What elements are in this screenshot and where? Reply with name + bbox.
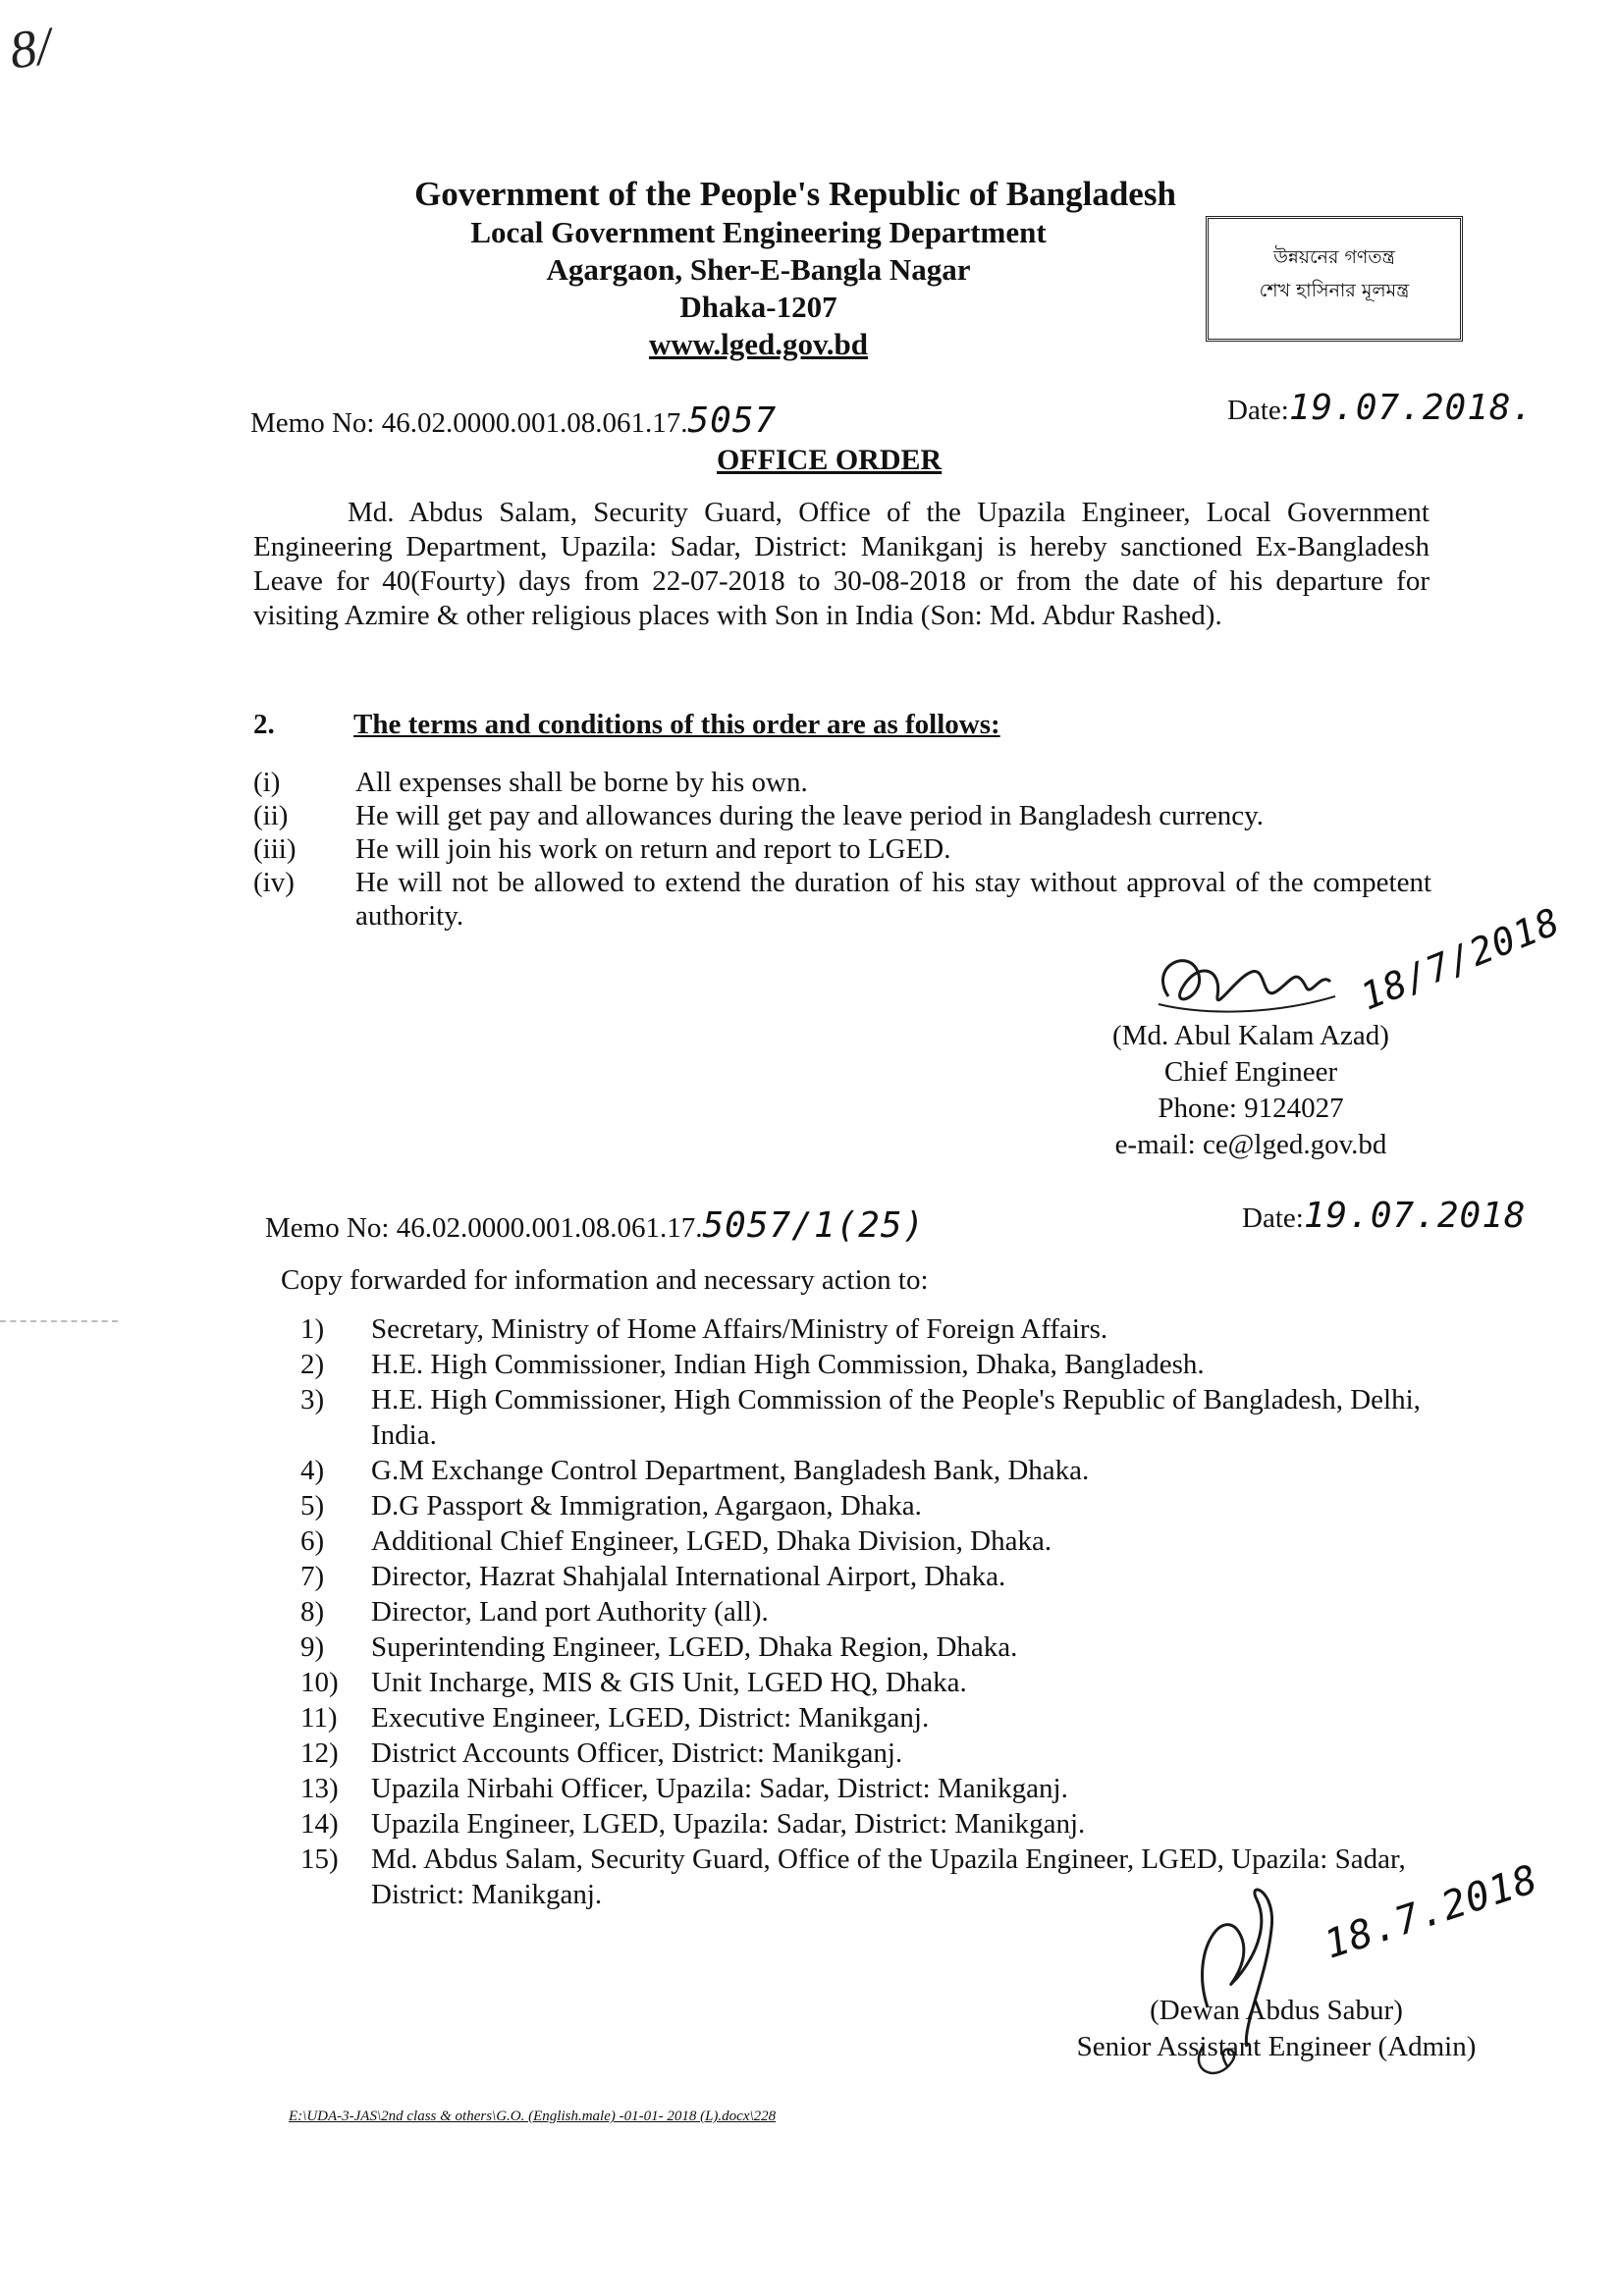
recipient-text: Md. Abdus Salam, Security Guard, Office of the Upazila Engineer, LGED, Upazila: Sadar, District: Manikganj. <box>371 1843 1406 1910</box>
recipient-text: H.E. High Commissioner, Indian High Commission, Dhaka, Bangladesh. <box>371 1349 1205 1380</box>
signatory-1 <box>1084 1018 1418 1163</box>
memo-date-2 <box>1242 1196 1527 1236</box>
memo-date-1 <box>1227 388 1534 428</box>
slogan-line-1: উন্নয়নের গণতন্ত্র <box>1273 246 1395 268</box>
recipient-item <box>300 1629 1479 1665</box>
recipient-text: Executive Engineer, LGED, District: Manikganj. <box>371 1702 930 1734</box>
recipient-item <box>300 1700 1479 1735</box>
recipient-text: Secretary, Ministry of Home Affairs/Ministry of Foreign Affairs. <box>371 1313 1108 1345</box>
term-text: He will join his work on return and report to LGED. <box>355 833 951 865</box>
order-body: Md. Abdus Salam, Security Guard, Office of the Upazila Engineer, Local Government Engineering Department, Upazila: Sadar, District: Manikganj is hereby sanctioned Ex-Bangladesh Leave for 40(Fourty) days from 22-07-2018 to 30-08-2018 or from the date of his departure for visiting Azmire & other religious places with Son in India (Son: Md. Abdur Rashed). <box>253 497 1429 631</box>
term-number: (ii) <box>253 800 289 831</box>
memo-number-1 <box>250 400 777 441</box>
file-path-footer: E:\UDA-3-JAS\2nd class & others\G.O. (English.male) -01-01- 2018 (L).docx\228 <box>289 2109 777 2124</box>
recipient-number: 15) <box>300 1843 339 1875</box>
handwritten-date: 19.07.2018. <box>1288 388 1535 428</box>
memo-handwritten-number: 5057/1(25) <box>702 1205 926 1246</box>
recipient-number: 4) <box>300 1455 325 1486</box>
recipient-text: Upazila Nirbahi Officer, Upazila: Sadar, District: Manikganj. <box>371 1773 1068 1804</box>
signatory-2 <box>1031 1993 1522 2065</box>
recipient-number: 10) <box>300 1667 339 1698</box>
copy-forward-intro: Copy forwarded for information and necessary action to: <box>281 1264 929 1296</box>
recipient-text: Upazila Engineer, LGED, Upazila: Sadar, District: Manikganj. <box>371 1808 1086 1840</box>
recipient-text: G.M Exchange Control Department, Bangladesh Bank, Dhaka. <box>371 1455 1090 1486</box>
term-text: He will get pay and allowances during the leave period in Bangladesh currency. <box>355 800 1264 831</box>
recipient-text: Additional Chief Engineer, LGED, Dhaka Division, Dhaka. <box>371 1525 1052 1557</box>
recipient-text: District Accounts Officer, District: Manikganj. <box>371 1737 903 1769</box>
recipient-text: Director, Hazrat Shahjalal International Airport, Dhaka. <box>371 1561 1006 1592</box>
signature-date-2: 18.7.2018 <box>1319 1856 1544 1968</box>
memo-handwritten-number: 5057 <box>687 400 778 441</box>
recipient-number: 6) <box>300 1525 325 1557</box>
recipient-item <box>300 1735 1479 1771</box>
letterhead-department: Local Government Engineering Department <box>470 215 1047 249</box>
term-item <box>253 766 1431 799</box>
handwritten-date: 19.07.2018 <box>1303 1196 1527 1236</box>
term-item <box>253 832 1431 866</box>
recipient-text: Director, Land port Authority (all). <box>371 1596 769 1628</box>
recipient-item <box>300 1488 1479 1523</box>
term-number: (iv) <box>253 867 295 898</box>
term-number: (iii) <box>253 833 297 865</box>
recipient-number: 7) <box>300 1561 325 1592</box>
memo-number-2 <box>265 1205 925 1246</box>
recipient-number: 8) <box>300 1596 325 1628</box>
recipient-item <box>300 1382 1479 1453</box>
copy-recipient-list <box>300 1311 1479 1912</box>
document-title: OFFICE ORDER <box>717 444 943 476</box>
recipient-item <box>300 1347 1479 1382</box>
signatory-designation: Chief Engineer <box>1163 1056 1338 1088</box>
recipient-number: 5) <box>300 1490 325 1522</box>
recipient-item <box>300 1665 1479 1700</box>
recipient-number: 13) <box>300 1773 339 1804</box>
letterhead-city: Dhaka-1207 <box>679 290 837 324</box>
recipient-number: 9) <box>300 1631 325 1663</box>
recipient-number: 12) <box>300 1737 339 1769</box>
recipient-item <box>300 1771 1479 1806</box>
slogan-line-2: শেখ হাসিনার মূলমন্ত্র <box>1259 280 1410 301</box>
memo-label: Memo No: 46.02.0000.001.08.061.17. <box>265 1212 703 1244</box>
recipient-item <box>300 1594 1479 1629</box>
term-number: (i) <box>253 767 281 798</box>
term-item <box>253 799 1431 832</box>
recipient-item <box>300 1806 1479 1842</box>
recipient-number: 3) <box>300 1384 325 1415</box>
letterhead <box>373 175 1217 363</box>
date-label: Date: <box>1227 395 1289 426</box>
recipient-number: 2) <box>300 1349 325 1380</box>
recipient-item <box>300 1559 1479 1594</box>
recipient-item <box>300 1453 1479 1488</box>
signatory-name: (Dewan Abdus Sabur) <box>1150 1995 1403 2026</box>
recipient-number: 14) <box>300 1808 339 1840</box>
letterhead-government: Government of the People's Republic of Bangladesh <box>414 175 1176 213</box>
recipient-item <box>300 1523 1479 1559</box>
memo-label: Memo No: 46.02.0000.001.08.061.17. <box>250 407 688 439</box>
signatory-name: (Md. Abul Kalam Azad) <box>1112 1020 1389 1051</box>
terms-heading <box>253 709 1429 741</box>
recipient-number: 11) <box>300 1702 338 1734</box>
signature-date-1: 18/7/2018 <box>1354 899 1567 1019</box>
letterhead-address: Agargaon, Sher-E-Bangla Nagar <box>546 252 971 287</box>
recipient-text: H.E. High Commissioner, High Commission of the People's Republic of Bangladesh, Delhi, India. <box>371 1384 1421 1451</box>
terms-list <box>253 766 1431 933</box>
recipient-number: 1) <box>300 1313 325 1345</box>
terms-heading-text: The terms and conditions of this order are as follows: <box>353 709 1000 740</box>
signatory-email: e-mail: ce@lged.gov.bd <box>1114 1129 1387 1160</box>
recipient-text: Unit Incharge, MIS & GIS Unit, LGED HQ, Dhaka. <box>371 1667 967 1698</box>
recipient-text: D.G Passport & Immigration, Agargaon, Dhaka. <box>371 1490 922 1522</box>
scan-edge-mark <box>0 1320 118 1322</box>
recipient-item <box>300 1311 1479 1347</box>
date-label: Date: <box>1242 1202 1304 1234</box>
slogan-box <box>1206 216 1463 342</box>
signatory-designation: Senior Assistant Engineer (Admin) <box>1076 2031 1477 2062</box>
corner-handwritten-mark: 8/ <box>6 16 55 80</box>
term-text: All expenses shall be borne by his own. <box>355 767 808 798</box>
letterhead-website: www.lged.gov.bd <box>648 327 869 361</box>
term-text: He will not be allowed to extend the duration of his stay without approval of the competent authority. <box>355 867 1431 932</box>
term-item <box>253 866 1431 933</box>
terms-heading-number: 2. <box>253 709 275 740</box>
signatory-phone: Phone: 9124027 <box>1158 1093 1344 1124</box>
recipient-text: Superintending Engineer, LGED, Dhaka Region, Dhaka. <box>371 1631 1018 1663</box>
